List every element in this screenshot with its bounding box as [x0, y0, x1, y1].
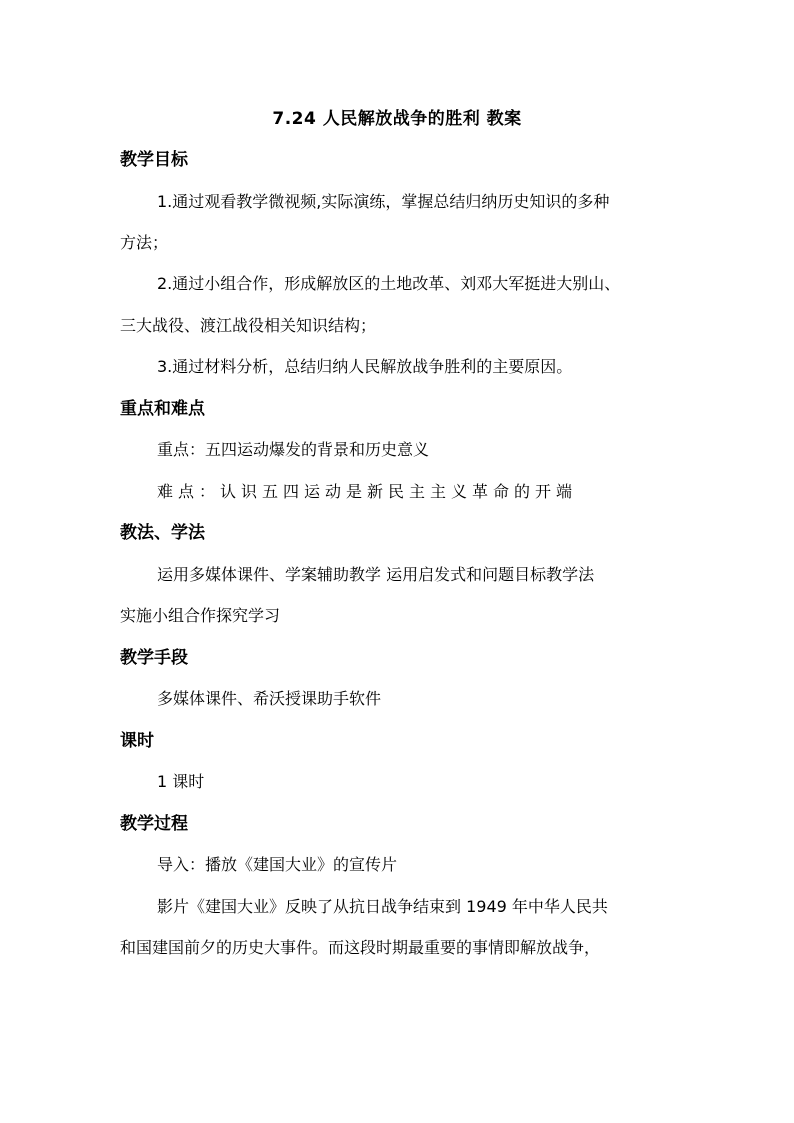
key-points-heading: 重点和难点 — [120, 399, 205, 419]
means-heading: 教学手段 — [120, 648, 188, 668]
key-points-line-2: 难点：认识五四运动是新民主主义革命的开端 — [157, 482, 578, 501]
objectives-line-1: 1.通过观看教学微视频,实际演练，掌握总结归纳历史知识的多种 — [157, 192, 610, 211]
document-title: 7.24 人民解放战争的胜利 教案 — [272, 109, 522, 129]
process-line-1: 导入：播放《建国大业》的宣传片 — [157, 855, 398, 874]
process-line-2: 影片《建国大业》反映了从抗日战争结束到 1949 年中华人民共 — [157, 897, 608, 916]
methods-line-1: 运用多媒体课件、学案辅助教学 运用启发式和问题目标教学法 — [157, 565, 595, 584]
process-heading: 教学过程 — [120, 814, 188, 834]
methods-heading: 教法、学法 — [120, 523, 205, 543]
objectives-line-3: 2.通过小组合作，形成解放区的土地改革、刘邓大军挺进大别山、 — [157, 274, 621, 293]
hours-line-1: 1 课时 — [157, 772, 205, 791]
objectives-line-5: 3.通过材料分析，总结归纳人民解放战争胜利的主要原因。 — [157, 357, 573, 376]
methods-line-2: 实施小组合作探究学习 — [120, 606, 281, 625]
hours-heading: 课时 — [120, 731, 154, 751]
objectives-heading: 教学目标 — [120, 150, 188, 170]
process-line-3: 和国建国前夕的历史大事件。而这段时期最重要的事情即解放战争， — [120, 938, 601, 957]
key-points-line-1: 重点：五四运动爆发的背景和历史意义 — [157, 440, 430, 459]
objectives-line-4: 三大战役、渡江战役相关知识结构； — [120, 316, 377, 335]
means-line-1: 多媒体课件、希沃授课助手软件 — [157, 689, 382, 708]
objectives-line-2: 方法； — [120, 233, 169, 252]
